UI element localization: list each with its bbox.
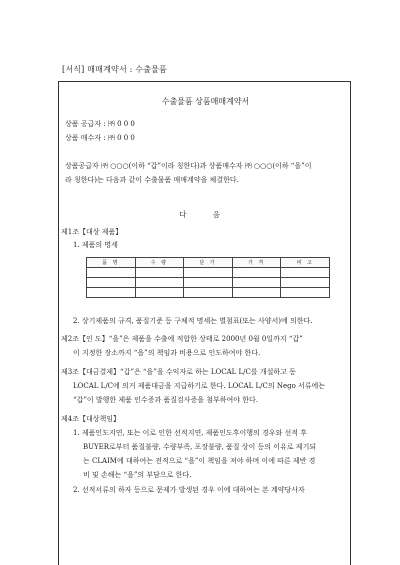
table-cell	[184, 268, 233, 278]
table-cell	[135, 288, 184, 298]
table-cell	[184, 278, 233, 288]
table-cell	[281, 278, 330, 288]
intro-line: 상품공급자 ㈜ ○○○(이하 “갑”이라 칭한다)과 상품매수자 ㈜ ○○○(이하 “을”이	[65, 162, 312, 170]
table-header-cell: 품 명	[87, 258, 136, 268]
table-cell	[87, 268, 136, 278]
article2-line: 이 지정한 장소까지 “을”의 책임과 비용으로 인도하여야 한다.	[73, 349, 261, 357]
table-header-cell: 수 량	[135, 258, 184, 268]
table-row	[87, 288, 330, 298]
table-cell	[232, 288, 281, 298]
table-header-cell: 단 가	[184, 258, 233, 268]
article4-item1-line: 비 및 손해는 “을”의 부담으로 한다.	[83, 471, 192, 479]
article3-line: 제3조【대금결제】“갑”은 “을”을 수익자로 하는 LOCAL L/C를 개설하고 동	[61, 368, 296, 376]
article4-item2: 2. 선적서류의 하자 등으로 문제가 발생된 경우 이에 대하여는 본 계약당사자	[73, 486, 305, 494]
contract-frame	[58, 81, 351, 565]
nada-heading: 다 음	[179, 210, 232, 219]
table-row	[87, 268, 330, 278]
article4-item1-line: BUYER로부터 품질불량, 수량부족, 포장불량, 품질 상이 등의 이유로 제기되	[83, 443, 317, 451]
table-cell	[87, 288, 136, 298]
table-row	[87, 278, 330, 288]
article4-item1-line: 는 CLAIM에 대하여는 전적으로 “을”이 책임을 져야 하며 이에 따른 제반 경	[83, 457, 316, 465]
table-header-cell: 비 고	[281, 258, 330, 268]
table-cell	[232, 268, 281, 278]
article4-item1-line: 1. 제품인도지연, 또는 이로 인한 선적지연, 제품인도후이행의 경우와 선적 후	[73, 429, 308, 437]
table-cell	[87, 278, 136, 288]
article1-heading: 제1조【대상 제품】	[61, 228, 123, 236]
supplier-line: 상품 공급자 : ㈜ 0 0 0	[65, 120, 135, 128]
table-header-row	[87, 258, 330, 268]
buyer-line: 상품 매수자 : ㈜ 0 0 0	[65, 134, 135, 142]
table-cell	[281, 268, 330, 278]
article1-item2: 2. 상기제품의 규격, 품질기준 등 구체적 명세는 별첨표(또는 사양서)에 의한다.	[73, 317, 313, 325]
article2-line: 제2조【인 도】“을”은 제품을 수출에 적합한 상태로 2000년 0월 0일까지 “갑”	[61, 335, 303, 343]
article4-heading: 제4조【대상책임】	[61, 415, 121, 423]
table-cell	[232, 278, 281, 288]
table-cell	[135, 268, 184, 278]
product-spec-table	[86, 257, 330, 298]
article1-item1: 1. 제품의 명세	[73, 241, 118, 249]
article3-line: LOCAL L/C에 의거 제품대금을 지급하기로 한다. LOCAL L/C의 Nego 서류에는	[73, 382, 326, 390]
article3-line: “갑”이 발행한 제품 인수증과 품질검사증을 첨부하여야 한다.	[73, 396, 259, 404]
form-label: [서식] 매매계약서 : 수출물품	[62, 65, 167, 74]
table-cell	[184, 288, 233, 298]
table-header-cell: 가 격	[232, 258, 281, 268]
table-cell	[135, 278, 184, 288]
intro-line: 라 칭한다)는 다음과 같이 수출물품 매매계약을 체결한다.	[65, 176, 239, 184]
contract-title: 수출물품 상품매매계약서	[161, 97, 250, 106]
table-cell	[281, 288, 330, 298]
